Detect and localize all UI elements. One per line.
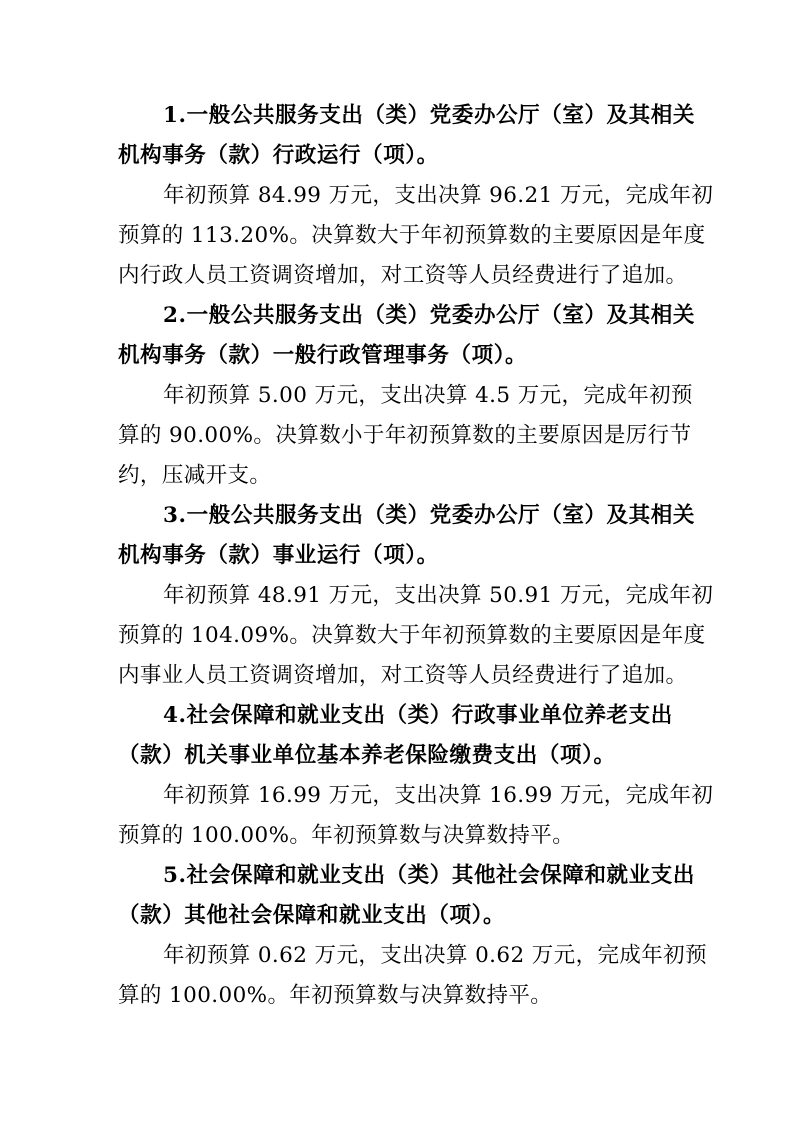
body-text-line: 约，压减开支。 xyxy=(118,463,272,488)
body-text-line: 内行政人员工资调资增加，对工资等人员经费进行了追加。 xyxy=(118,263,688,288)
body-text-line: 年初预算 5.00 万元，支出决算 4.5 万元，完成年初预 xyxy=(163,383,693,408)
section-heading-line: 机构事务（款）一般行政管理事务（项）。 xyxy=(118,343,528,368)
section-heading-line: （款）其他社会保障和就业支出（项）。 xyxy=(118,903,506,928)
body-text-line: 年初预算 48.91 万元，支出决算 50.91 万元，完成年初 xyxy=(163,583,714,608)
body-text-line: 预算的 104.09%。决算数大于年初预算数的主要原因是年度 xyxy=(118,623,706,648)
section-heading-line: 2.一般公共服务支出（类）党委办公厅（室）及其相关 xyxy=(163,303,695,328)
section-1 xyxy=(118,96,714,296)
section-2 xyxy=(118,296,695,496)
document-page xyxy=(118,96,714,1016)
body-text-line: 年初预算 16.99 万元，支出决算 16.99 万元，完成年初 xyxy=(163,783,714,808)
section-heading-line: 4.社会保障和就业支出（类）行政事业单位养老支出 xyxy=(163,703,673,728)
section-3 xyxy=(118,496,714,696)
section-heading-line: 5.社会保障和就业支出（类）其他社会保障和就业支出 xyxy=(163,863,695,888)
section-5 xyxy=(118,856,707,1016)
body-text-line: 预算的 113.20%。决算数大于年初预算数的主要原因是年度 xyxy=(118,223,706,248)
section-heading-line: 1.一般公共服务支出（类）党委办公厅（室）及其相关 xyxy=(163,103,695,128)
section-heading-line: 机构事务（款）行政运行（项）。 xyxy=(118,143,439,168)
body-text-line: 算的 100.00%。年初预算数与决算数持平。 xyxy=(118,983,553,1008)
section-heading-line: 3.一般公共服务支出（类）党委办公厅（室）及其相关 xyxy=(163,503,695,528)
body-text-line: 年初预算 84.99 万元，支出决算 96.21 万元，完成年初 xyxy=(163,183,714,208)
section-heading-line: 机构事务（款）事业运行（项）。 xyxy=(118,543,439,568)
body-text-line: 内事业人员工资调资增加，对工资等人员经费进行了追加。 xyxy=(118,663,688,688)
body-text-line: 预算的 100.00%。年初预算数与决算数持平。 xyxy=(118,823,575,848)
body-text-line: 算的 90.00%。决算数小于年初预算数的主要原因是厉行节 xyxy=(118,423,692,448)
section-4 xyxy=(118,696,714,856)
body-text-line: 年初预算 0.62 万元，支出决算 0.62 万元，完成年初预 xyxy=(163,943,707,968)
section-heading-line: （款）机关事业单位基本养老保险缴费支出（项）。 xyxy=(118,743,616,768)
